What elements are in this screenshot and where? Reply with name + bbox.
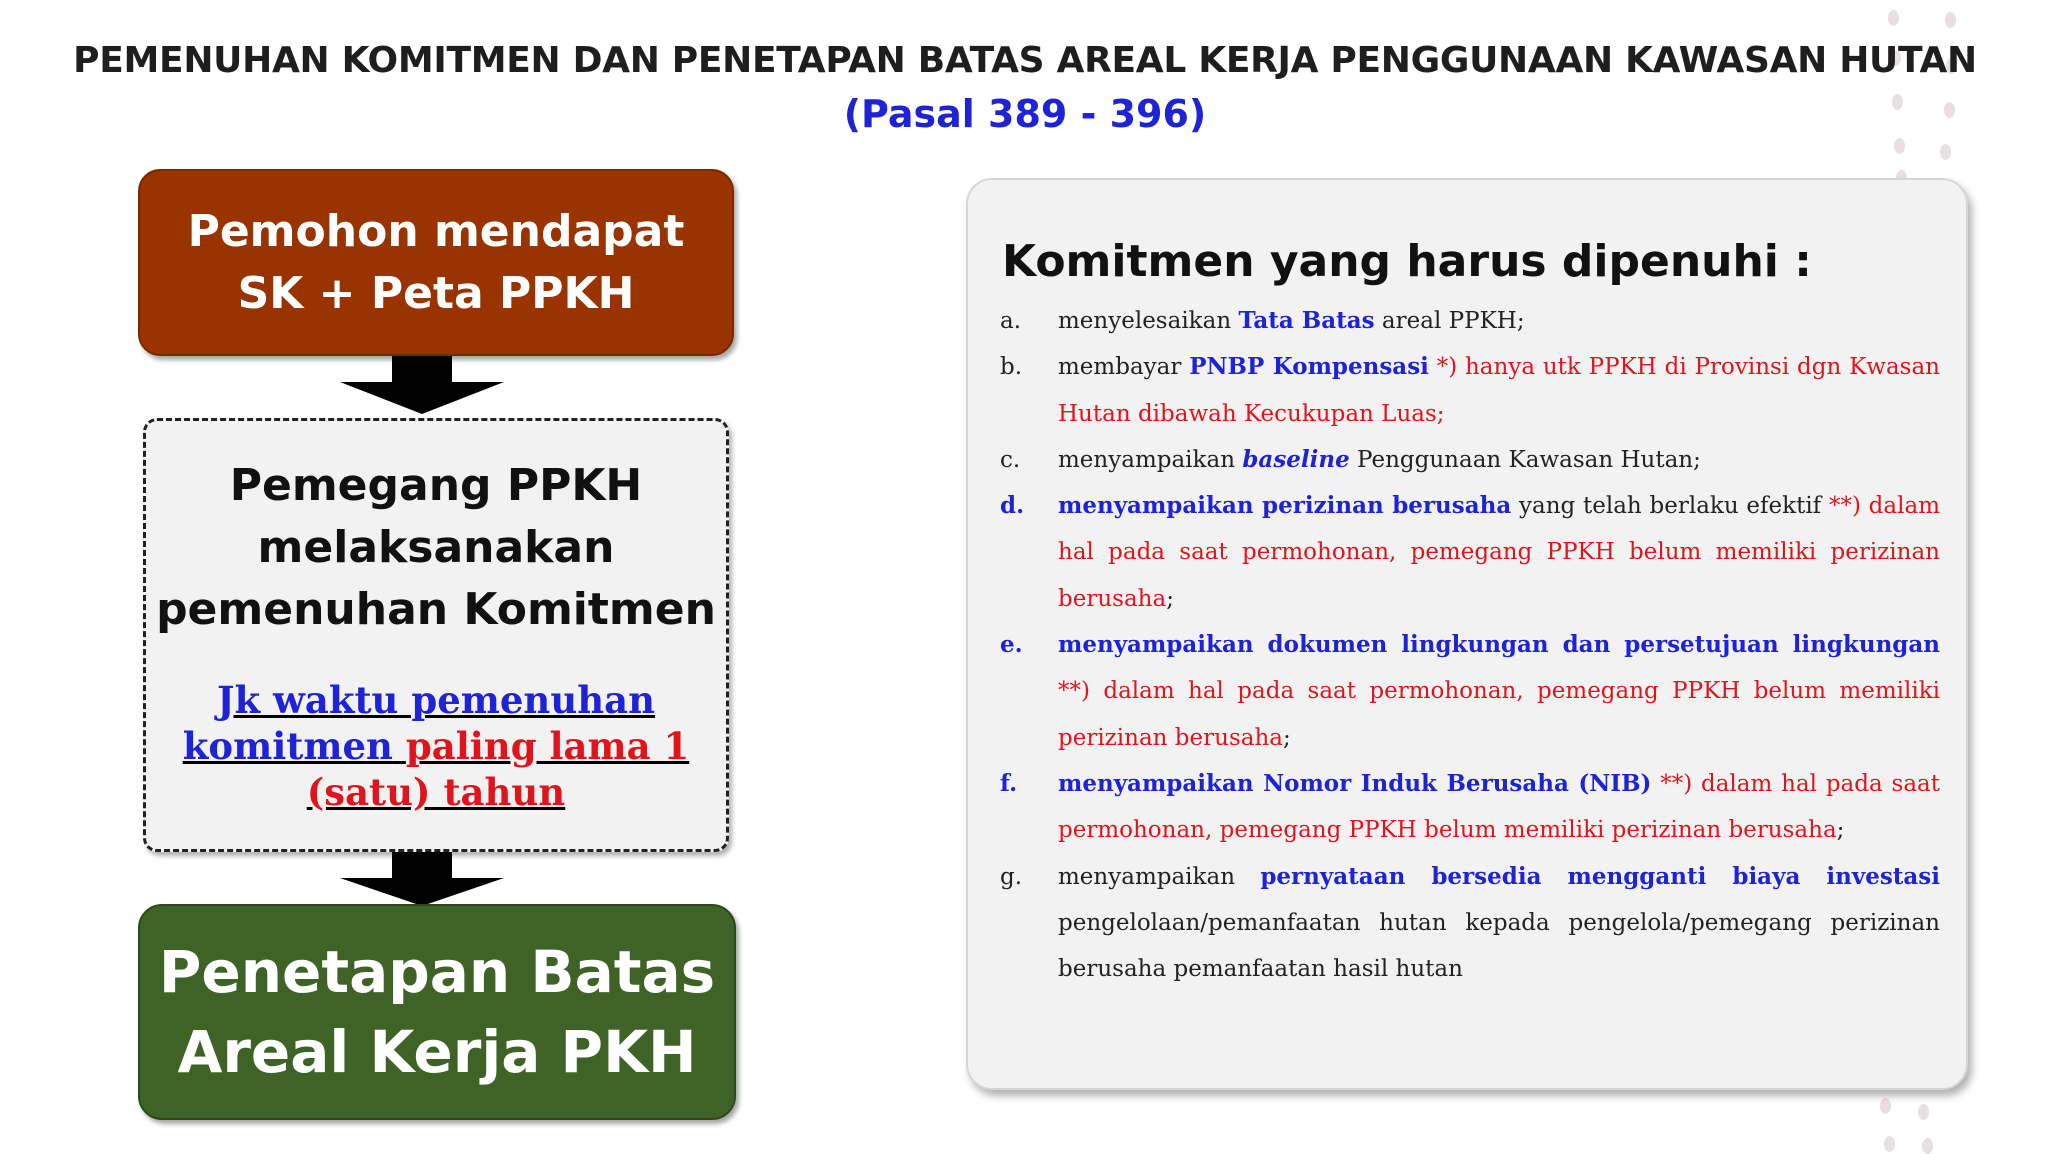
- text-run-bold: Tata Batas: [1238, 307, 1375, 334]
- list-item: [1000, 483, 1940, 622]
- text-run-bold: menyampaikan dokumen lingkungan dan persetujuan lingkungan: [1058, 631, 1940, 659]
- flow-step-2-line-1: Pemegang PPKH: [229, 460, 643, 511]
- list-item-text: [1058, 761, 1940, 854]
- text-run: menyampaikan: [1058, 863, 1261, 890]
- text-run: menyelesaikan: [1058, 308, 1239, 334]
- commitment-list: [1000, 298, 1940, 992]
- deadline-note-blue-2: komitmen: [182, 724, 393, 768]
- flow-step-3-line-2: Areal Kerja PKH: [177, 1018, 697, 1086]
- text-run: ;: [1836, 817, 1845, 844]
- text-run: areal PPKH;: [1374, 308, 1525, 334]
- text-run-bold: pernyataan bersedia mengganti biaya investasi: [1260, 862, 1940, 890]
- text-run-red: **) dalam hal pada saat permohonan, pemegang PPKH belum memiliki perizinan berusaha: [1058, 678, 1940, 751]
- list-item: [1000, 854, 1940, 993]
- page-subtitle: (Pasal 389 - 396): [843, 92, 1207, 136]
- flow-step-commitment-fulfillment: [143, 418, 729, 852]
- page-title: PEMENUHAN KOMITMEN DAN PENETAPAN BATAS AREAL KERJA PENGGUNAAN KAWASAN HUTAN: [73, 40, 1977, 81]
- text-run: membayar: [1058, 354, 1190, 381]
- flow-step-permit-received: [138, 169, 734, 356]
- list-item-letter: b.: [1000, 354, 1023, 381]
- commitment-panel: [966, 178, 1968, 1090]
- down-arrow-icon: [340, 852, 504, 908]
- text-run: menyampaikan: [1058, 446, 1243, 473]
- list-item: [1000, 437, 1940, 483]
- list-item-text: [1058, 483, 1940, 622]
- list-item-letter: d.: [1000, 492, 1025, 520]
- text-run-bold: baseline: [1242, 445, 1350, 473]
- flow-step-2-line-2: melaksanakan: [257, 522, 615, 573]
- list-item: [1000, 761, 1940, 854]
- text-run: Penggunaan Kawasan Hutan;: [1349, 446, 1701, 473]
- text-run-bold: menyampaikan perizinan berusaha: [1058, 492, 1512, 520]
- list-item-text: [1058, 344, 1940, 437]
- list-item: [1000, 622, 1940, 761]
- deadline-note-red-1: paling lama 1: [405, 724, 690, 768]
- list-item-letter: g.: [1000, 863, 1023, 890]
- list-item-letter: c.: [1000, 446, 1021, 473]
- list-item-text: [1058, 854, 1940, 993]
- text-run: ;: [1283, 724, 1291, 751]
- list-item-letter: f.: [1000, 769, 1018, 797]
- list-item: [1000, 298, 1940, 344]
- flow-step-boundary-determination: [138, 904, 736, 1120]
- list-item-text: [1058, 298, 1940, 344]
- list-item-text: [1058, 437, 1940, 483]
- panel-heading: Komitmen yang harus dipenuhi :: [1002, 236, 1812, 287]
- flow-step-3-line-1: Penetapan Batas: [158, 938, 716, 1006]
- text-run-red: **) dalam hal pada saat permohonan, pemegang PPKH belum memiliki perizinan berusaha: [1058, 493, 1940, 612]
- text-run-bold: PNBP Kompensasi: [1189, 353, 1429, 381]
- text-run: pengelolaan/pemanfaatan hutan kepada pengelola/pemegang perizinan berusaha pemanfaatan hasil hutan: [1058, 909, 1940, 983]
- text-run-bold: menyampaikan Nomor Induk Berusaha (NIB): [1058, 769, 1652, 797]
- text-run: yang telah berlaku efektif: [1511, 493, 1829, 520]
- flow-step-2-text: [156, 455, 716, 641]
- list-item: [1000, 344, 1940, 437]
- text-run: ;: [1166, 585, 1174, 612]
- text-run-red: *) hanya utk PPKH di Provinsi dgn Kwasan Hutan dibawah Kecukupan Luas;: [1058, 354, 1940, 427]
- deadline-note: [183, 677, 689, 815]
- text-run-red: **) dalam hal pada saat permohonan, pemegang PPKH belum memiliki perizinan berusaha: [1058, 770, 1940, 844]
- flow-step-2-line-3: pemenuhan Komitmen: [156, 584, 716, 635]
- list-item-letter: e.: [1000, 631, 1023, 659]
- deadline-note-blue-1: Jk waktu pemenuhan: [216, 678, 656, 722]
- deadline-note-red-2: (satu) tahun: [306, 770, 566, 814]
- list-item-letter: a.: [1000, 308, 1022, 334]
- flow-step-1-line-2: SK + Peta PPKH: [237, 267, 635, 319]
- flow-step-1-line-1: Pemohon mendapat: [187, 205, 685, 257]
- down-arrow-icon: [340, 356, 504, 416]
- list-item-text: [1058, 622, 1940, 761]
